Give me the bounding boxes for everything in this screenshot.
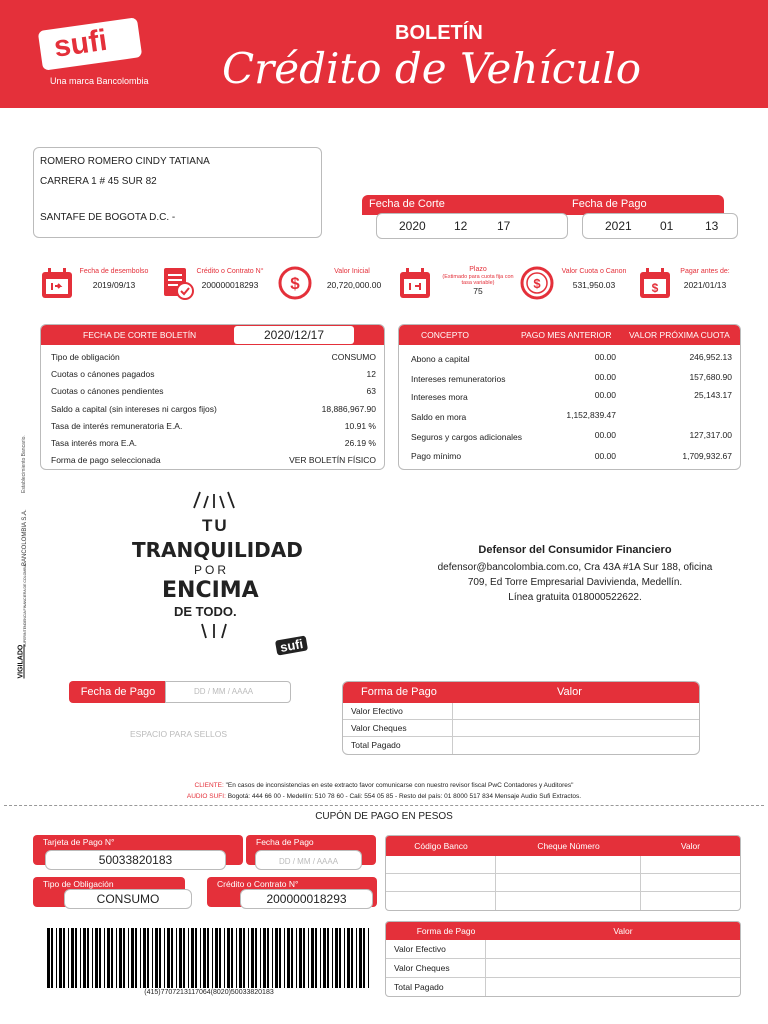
barcode-bar — [303, 928, 305, 988]
barcode-bar — [239, 928, 242, 988]
customer-city: SANTAFE DE BOGOTA D.C. - — [40, 212, 176, 223]
barcode-bar — [95, 928, 98, 988]
summary-value-desembolso: 2019/09/13 — [92, 280, 136, 290]
side-estab: Establecimiento Bancario. — [21, 435, 27, 493]
row-label: Cuotas o cánones pendientes — [51, 386, 164, 397]
table-row — [386, 874, 740, 892]
valor-cell[interactable] — [641, 874, 740, 891]
fecha-corte-boletin-value: 2020/12/17 — [234, 326, 354, 344]
barcode-bar — [356, 928, 357, 988]
barcode-bar — [195, 928, 197, 988]
barcode-bar — [368, 928, 369, 988]
tarjeta-number: 50033820183 — [98, 853, 173, 867]
barcode-bar — [344, 928, 345, 988]
pago-month: 01 — [660, 219, 674, 233]
coupon-forma-label: Forma de Pago — [416, 926, 476, 936]
row-anterior: 00.00 — [594, 390, 616, 400]
row-concepto: Abono a capital — [411, 354, 470, 364]
valor-cell[interactable] — [641, 892, 740, 910]
defensor-line2: 709, Ed Torre Empresarial Davivienda, Medellín. — [467, 577, 683, 588]
barcode-bar — [155, 928, 158, 988]
cheque-numero-cell[interactable] — [496, 856, 641, 873]
barcode-bar — [92, 928, 93, 988]
barcode-bar — [296, 928, 297, 988]
summary-row — [40, 264, 740, 304]
slogan-por: POR — [194, 563, 230, 577]
barcode-bar — [359, 928, 362, 988]
credito-value — [240, 889, 373, 909]
slogan-sufi-logo: sufi — [275, 635, 308, 655]
table-row — [41, 418, 384, 435]
row-value: 12 — [366, 369, 376, 380]
barcode-bar — [159, 928, 161, 988]
row-value: CONSUMO — [331, 352, 376, 362]
forma-pago-label: Forma de Pago — [361, 686, 437, 698]
barcode-bar — [75, 928, 77, 988]
barcode-bar — [131, 928, 134, 988]
slogan-tu: TU — [202, 516, 229, 535]
row-label: Cuotas o cánones pagados — [51, 369, 155, 380]
coupon-fecha-label-text: Fecha de Pago — [256, 837, 314, 847]
corte-day: 17 — [497, 219, 511, 233]
summary-label-valor-inicial: Valor Inicial — [334, 268, 370, 275]
coupon-valor-efectivo-input[interactable] — [486, 940, 740, 958]
barcode-bar — [203, 928, 206, 988]
barcode-bar — [212, 928, 213, 988]
cliente-text: "En casos de inconsistencias en este extracto favor comunicarse con nuestro revisor fiscal PwC Contadores y Auditores" — [225, 782, 574, 789]
notice-block — [0, 780, 768, 802]
cliente-label: CLIENTE: — [194, 782, 224, 789]
corte-month: 12 — [454, 219, 468, 233]
defensor-line1: defensor@bancolombia.com.co, Cra 43A #1A Sur 188, oficina — [437, 562, 713, 573]
barcode-bar — [179, 928, 182, 988]
row-proxima: 25,143.17 — [694, 390, 732, 400]
barcode-bar — [56, 928, 57, 988]
barcode-bar — [207, 928, 209, 988]
row-value: 26.19 % — [344, 438, 376, 449]
valor-label: Valor — [557, 686, 582, 698]
barcode-bar — [107, 928, 110, 988]
summary-label-pagar-antes: Pagar antes de: — [680, 268, 730, 275]
table-row — [399, 372, 741, 386]
barcode-bar — [68, 928, 69, 988]
row-anterior: 00.00 — [594, 430, 616, 440]
barcode-bar — [332, 928, 333, 988]
total-pagado-input[interactable] — [453, 737, 699, 754]
dollar-circle-icon — [520, 266, 554, 300]
row-label: Saldo a capital (sin intereses ni cargos fijos) — [51, 403, 217, 414]
codigo-banco-cell[interactable] — [386, 874, 496, 891]
obligation-table-header — [41, 325, 384, 345]
col-header-codigo-banco: Código Banco — [414, 841, 468, 851]
barcode-bar — [323, 928, 326, 988]
row-label: Valor Efectivo — [343, 703, 453, 719]
fecha-pago-input[interactable] — [165, 681, 291, 703]
slogan-graphic — [110, 488, 310, 660]
barcode-bar — [111, 928, 113, 988]
slogan-tranquilidad: TRANQUILIDAD — [132, 538, 303, 562]
col-header-cheque-numero: Cheque Número — [537, 841, 600, 851]
contract-icon — [160, 266, 194, 300]
title-small: BOLETÍN — [395, 22, 483, 44]
calendar-dollar-icon — [638, 266, 672, 300]
cut-line — [4, 805, 764, 806]
header-banner — [0, 0, 768, 108]
row-concepto: Intereses mora — [411, 392, 468, 402]
barcode-bar — [188, 928, 189, 988]
barcode-bar — [191, 928, 194, 988]
barcode — [45, 928, 373, 990]
barcode-bar — [231, 928, 233, 988]
barcode-bar — [183, 928, 185, 988]
notice-audio — [0, 791, 768, 802]
forma-pago-header — [343, 682, 699, 703]
row-anterior: 00.00 — [594, 451, 616, 461]
barcode-bar — [123, 928, 125, 988]
sufi-logo — [38, 17, 143, 71]
address-box — [33, 147, 322, 238]
barcode-bar — [327, 928, 329, 988]
table-row — [343, 720, 699, 737]
table-row — [41, 401, 384, 418]
row-proxima: 157,680.90 — [689, 372, 732, 382]
barcode-bar — [275, 928, 278, 988]
cheque-numero-cell[interactable] — [496, 892, 641, 910]
tipo-value — [64, 889, 192, 909]
barcode-bar — [80, 928, 81, 988]
barcode-bar — [59, 928, 62, 988]
barcode-bar — [63, 928, 65, 988]
row-concepto: Intereses remuneratorios — [411, 374, 506, 384]
defensor-line3: Línea gratuita 018000522622. — [508, 592, 642, 603]
barcode-bar — [219, 928, 221, 988]
summary-value-plazo: 75 — [473, 286, 483, 296]
audio-text: Bogotá: 444 66 00 - Medellín: 510 78 60 - Cali: 554 05 85 - Resto del país: 01 8000 517 834 Mensaje Audio Sufi Extractos. — [227, 793, 582, 800]
credito-label-text: Crédito o Contrato N° — [217, 879, 299, 889]
fecha-pago-placeholder: DD / MM / AAAA — [194, 687, 254, 696]
row-label: Tipo de obligación — [51, 352, 120, 362]
barcode-bar — [260, 928, 261, 988]
coupon-fecha-placeholder: DD / MM / AAAA — [278, 857, 339, 866]
row-proxima: 127,317.00 — [689, 430, 732, 440]
barcode-bar — [291, 928, 293, 988]
col-header-valor: Valor — [680, 841, 701, 851]
row-label: Forma de pago seleccionada — [51, 455, 161, 466]
row-label: Total Pagado — [386, 978, 486, 997]
barcode-bar — [171, 928, 173, 988]
calendar-icon — [398, 266, 432, 300]
svg-text:$: $ — [290, 274, 300, 293]
tipo-text: CONSUMO — [96, 892, 160, 906]
barcode-bar — [251, 928, 254, 988]
valor-efectivo-input[interactable] — [453, 703, 699, 719]
pago-day: 13 — [705, 219, 719, 233]
forma-pago-table — [342, 681, 700, 755]
barcode-bar — [279, 928, 281, 988]
coupon-forma-pago-table — [385, 921, 741, 997]
barcode-bar — [351, 928, 353, 988]
col-header-anterior: PAGO MES ANTERIOR — [521, 330, 612, 340]
barcode-bar — [47, 928, 50, 988]
col-header-proxima: VALOR PRÓXIMA CUOTA — [629, 330, 730, 340]
concept-table-header — [399, 325, 740, 345]
side-vigilado: VIGILADO — [17, 644, 25, 679]
row-proxima: 246,952.13 — [689, 352, 732, 362]
row-anterior: 00.00 — [594, 372, 616, 382]
barcode-bar — [147, 928, 149, 988]
barcode-bar — [83, 928, 86, 988]
barcode-bar — [299, 928, 302, 988]
table-row — [399, 410, 741, 424]
barcode-bar — [164, 928, 165, 988]
barcode-bar — [263, 928, 266, 988]
row-value: 63 — [366, 386, 376, 397]
tarjeta-label-text: Tarjeta de Pago N° — [43, 837, 115, 847]
barcode-bar — [363, 928, 365, 988]
summary-note-plazo: (Estimado para cuota fija con tasa variable) — [442, 274, 514, 286]
barcode-bar — [215, 928, 218, 988]
calendar-icon — [40, 266, 74, 300]
barcode-bar — [152, 928, 153, 988]
summary-label-contrato: Crédito o Contrato N° — [196, 268, 264, 275]
table-row — [386, 856, 740, 874]
barcode-bar — [119, 928, 122, 988]
side-super: SUPERINTENDENCIA FINANCIERA DE COLOMBIA — [23, 564, 27, 647]
codigo-banco-cell[interactable] — [386, 856, 496, 873]
barcode-bar — [167, 928, 170, 988]
table-row — [41, 452, 384, 469]
notice-cliente — [0, 780, 768, 791]
barcode-bar — [227, 928, 230, 988]
tipo-label-text: Tipo de Obligación — [43, 879, 114, 889]
cheque-numero-cell[interactable] — [496, 874, 641, 891]
fecha-pago-label-box: Fecha de Pago — [69, 681, 167, 703]
coupon-valor-label: Valor — [613, 926, 633, 936]
table-row — [386, 959, 740, 978]
row-label: Tasa interés mora E.A. — [51, 438, 137, 449]
barcode-bar — [51, 928, 53, 988]
coupon-forma-pago-header — [386, 922, 740, 940]
table-row — [386, 892, 740, 910]
row-label: Total Pagado — [343, 737, 453, 754]
brand-tagline: Una marca Bancolombia — [50, 76, 149, 86]
barcode-bar — [284, 928, 285, 988]
barcode-bar — [224, 928, 225, 988]
sellos-area: ESPACIO PARA SELLOS — [130, 729, 228, 739]
barcode-bar — [255, 928, 257, 988]
svg-text:$: $ — [533, 276, 541, 291]
corte-year: 2020 — [399, 219, 426, 233]
table-row — [399, 352, 741, 366]
table-row — [399, 430, 741, 444]
fecha-corte-header — [362, 195, 724, 215]
fecha-corte-label: Fecha de Corte — [369, 198, 445, 210]
row-anterior: 1,152,839.47 — [566, 410, 616, 420]
valor-cheques-input[interactable] — [453, 720, 699, 736]
fecha-pago-value — [582, 213, 738, 239]
table-row — [41, 349, 384, 366]
table-row — [386, 940, 740, 959]
audio-label: AUDIO SUFI: — [186, 793, 226, 800]
svg-text:$: $ — [651, 281, 659, 295]
defensor-title: Defensor del Consumidor Financiero — [478, 544, 672, 556]
side-banco: BANCOLOMBIA S.A. — [22, 509, 28, 566]
dollar-circle-icon — [278, 266, 312, 300]
summary-value-valor-inicial: 20,720,000.00 — [326, 280, 382, 290]
barcode-bar — [200, 928, 201, 988]
table-row — [399, 451, 741, 465]
codigo-banco-cell[interactable] — [386, 892, 496, 910]
customer-name: ROMERO ROMERO CINDY TATIANA — [40, 156, 210, 167]
barcode-bar — [116, 928, 117, 988]
row-value: 18,886,967.90 — [321, 403, 376, 414]
row-label: Valor Cheques — [343, 720, 453, 736]
barcode-bar — [99, 928, 101, 988]
banco-table-header — [386, 836, 740, 856]
lightning-icon — [198, 622, 232, 642]
pago-year: 2021 — [605, 219, 632, 233]
barcode-bar — [143, 928, 146, 988]
barcode-bar — [287, 928, 290, 988]
side-legal-text — [14, 400, 34, 690]
row-concepto: Seguros y cargos adicionales — [411, 432, 523, 442]
coupon-title: CUPÓN DE PAGO EN PESOS — [315, 811, 453, 822]
row-value: 10.91 % — [344, 420, 376, 431]
tarjeta-value — [45, 850, 226, 870]
table-row — [399, 390, 741, 404]
row-concepto: Saldo en mora — [411, 412, 467, 422]
row-anterior: 00.00 — [594, 352, 616, 362]
barcode-bar — [272, 928, 273, 988]
barcode-bar — [311, 928, 314, 988]
barcode-bar — [308, 928, 309, 988]
barcode-bar — [267, 928, 269, 988]
table-row — [41, 366, 384, 383]
barcode-bar — [236, 928, 237, 988]
credito-number: 200000018293 — [266, 892, 347, 906]
brand-text: sufi — [51, 23, 110, 64]
fecha-corte-value — [376, 213, 568, 239]
coupon-valor-cheques-input[interactable] — [486, 959, 740, 977]
barcode-bar — [320, 928, 321, 988]
barcode-bar — [128, 928, 129, 988]
row-proxima: 1,709,932.67 — [682, 451, 732, 461]
summary-value-pagar-antes: 2021/01/13 — [683, 280, 727, 290]
table-row — [41, 435, 384, 452]
concept-table — [398, 324, 741, 470]
barcode-bar — [339, 928, 341, 988]
slogan-de-todo: DE TODO. — [174, 604, 237, 619]
slogan-encima: ENCIMA — [162, 578, 259, 603]
coupon-fecha-input[interactable] — [255, 850, 362, 870]
fecha-pago-label: Fecha de Pago — [572, 198, 647, 210]
table-row — [386, 978, 740, 997]
barcode-bar — [140, 928, 141, 988]
customer-street: CARRERA 1 # 45 SUR 82 — [40, 176, 157, 187]
barcode-text: (415)7707213117064(8020)50033820183 — [144, 989, 274, 996]
banco-table — [385, 835, 741, 911]
row-concepto: Pago mínimo — [411, 451, 462, 461]
barcode-bar — [243, 928, 245, 988]
row-label: Tasa de interés remuneratoria E.A. — [51, 420, 183, 431]
summary-label-desembolso: Fecha de desembolso — [79, 268, 149, 275]
valor-cell[interactable] — [641, 856, 740, 873]
row-label: Valor Efectivo — [386, 940, 486, 958]
row-value: VER BOLETÍN FÍSICO — [289, 455, 376, 466]
defensor-block — [410, 544, 740, 605]
table-row — [343, 737, 699, 754]
summary-value-cuota: 531,950.03 — [572, 280, 616, 290]
barcode-bar — [176, 928, 177, 988]
fecha-corte-boletin-label: FECHA DE CORTE BOLETÍN — [83, 330, 197, 340]
barcode-bar — [335, 928, 338, 988]
title-script: Crédito de Vehículo — [222, 44, 642, 93]
summary-value-contrato: 200000018293 — [201, 280, 259, 290]
barcode-bar — [315, 928, 317, 988]
summary-label-cuota: Valor Cuota o Canon — [561, 268, 627, 275]
barcode-bar — [104, 928, 105, 988]
barcode-bar — [87, 928, 89, 988]
lightning-icon — [190, 488, 242, 512]
col-header-concepto: CONCEPTO — [421, 330, 470, 340]
barcode-bar — [248, 928, 249, 988]
row-label: Valor Cheques — [386, 959, 486, 977]
table-row — [343, 703, 699, 720]
obligation-table — [40, 324, 385, 470]
summary-label-plazo: Plazo — [469, 266, 487, 273]
coupon-total-pagado-input[interactable] — [486, 978, 740, 997]
barcode-bar — [71, 928, 74, 988]
table-row — [41, 383, 384, 400]
barcode-bar — [135, 928, 137, 988]
barcode-bar — [347, 928, 350, 988]
